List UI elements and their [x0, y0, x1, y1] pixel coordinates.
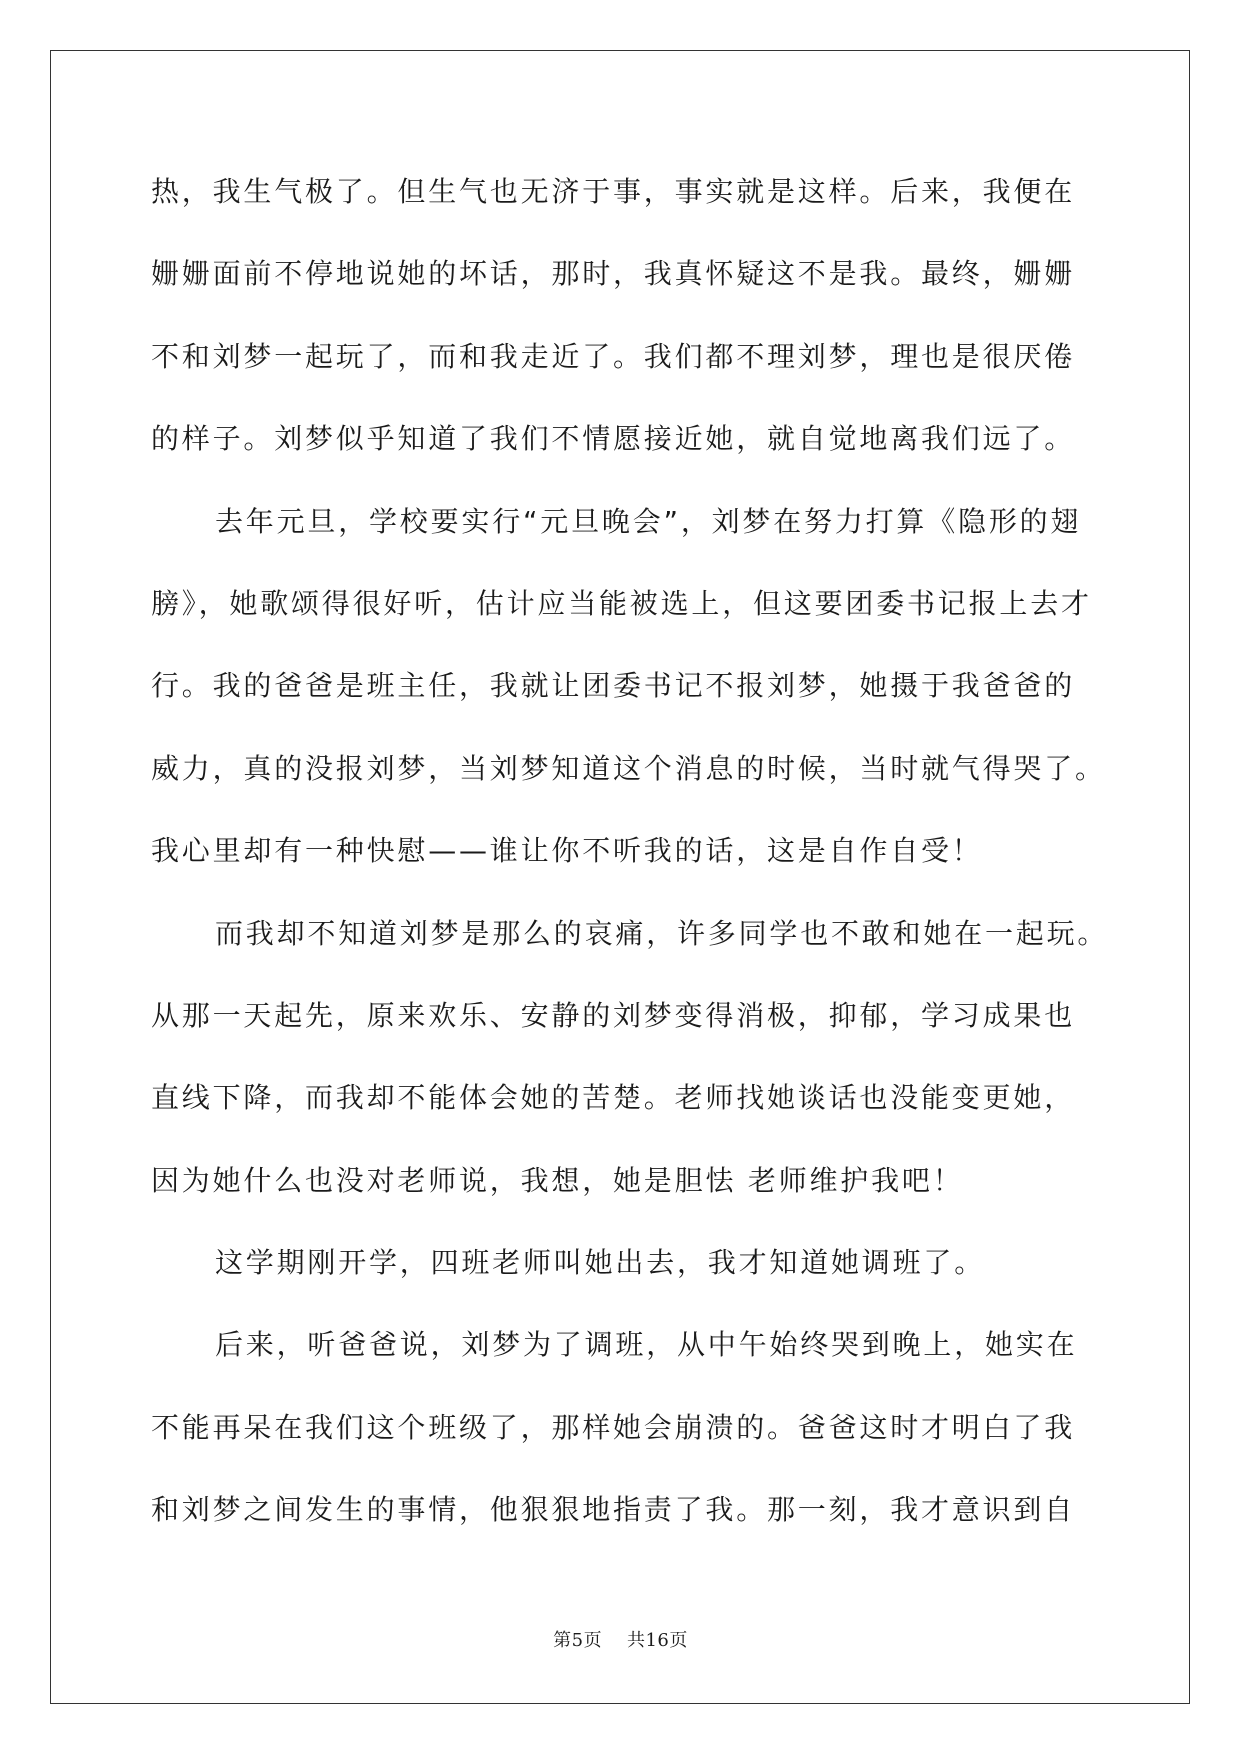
text-line-7: 行。我的爸爸是班主任，我就让团委书记不报刘梦，她摄于我爸爸的 [151, 669, 1076, 703]
text-line-8: 威力，真的没报刘梦，当刘梦知道这个消息的时候，当时就气得哭了。 [151, 751, 1106, 785]
text-line-12: 直线下降，而我却不能体会她的苦楚。老师找她谈话也没能变更她， [151, 1081, 1076, 1115]
text-line-2: 姗姗面前不停地说她的坏话，那时，我真怀疑这不是我。最终，姗姗 [151, 257, 1076, 291]
text-line-14: 这学期刚开学，四班老师叫她出去，我才知道她调班了。 [215, 1246, 986, 1280]
document-body [151, 162, 1109, 1563]
text-line-5: 去年元旦，学校要实行“元旦晚会”，刘梦在努力打算《隐形的翅 [215, 504, 1082, 538]
text-line-13: 因为她什么也没对老师说，我想，她是胆怯 老师维护我吧！ [151, 1163, 964, 1197]
page-footer [0, 1626, 1241, 1652]
text-line-17: 和刘梦之间发生的事情，他狠狠地指责了我。那一刻，我才意识到自 [151, 1493, 1076, 1527]
text-line-6: 膀》，她歌颂得很好听，估计应当能被选上，但这要团委书记报上去才 [151, 586, 1092, 620]
text-line-16: 不能再呆在我们这个班级了，那样她会崩溃的。爸爸这时才明白了我 [151, 1410, 1076, 1444]
text-line-11: 从那一天起先，原来欢乐、安静的刘梦变得消极，抑郁，学习成果也 [151, 998, 1076, 1032]
text-line-10: 而我却不知道刘梦是那么的哀痛，许多同学也不敢和她在一起玩。 [215, 916, 1109, 950]
text-line-15: 后来，听爸爸说，刘梦为了调班，从中午始终哭到晚上，她实在 [215, 1328, 1078, 1362]
page-total: 共16页 [626, 1630, 688, 1651]
page-number: 第5页 [553, 1630, 603, 1651]
text-line-1: 热，我生气极了。但生气也无济于事，事实就是这样。后来，我便在 [151, 175, 1076, 208]
text-line-4: 的样子。刘梦似乎知道了我们不情愿接近她，就自觉地离我们远了。 [151, 422, 1076, 456]
text-line-9: 我心里却有一种快慰——谁让你不听我的话，这是自作自受！ [151, 834, 983, 868]
text-line-3: 不和刘梦一起玩了，而和我走近了。我们都不理刘梦，理也是很厌倦 [151, 339, 1076, 373]
